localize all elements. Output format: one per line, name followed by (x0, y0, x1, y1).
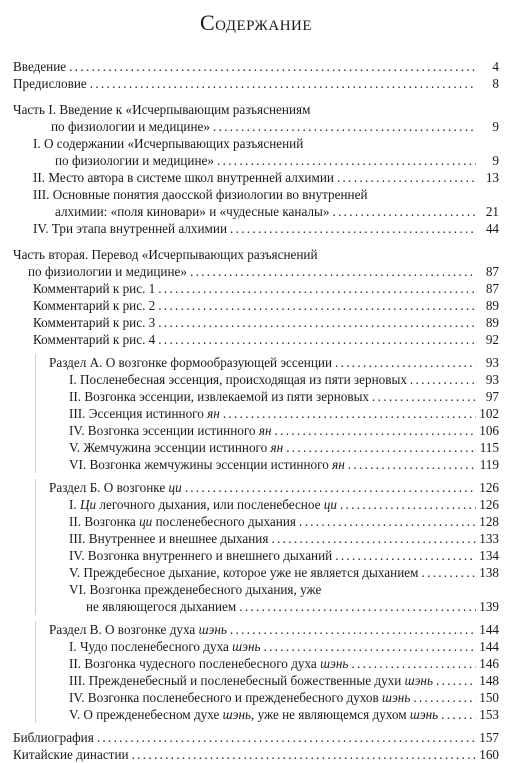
toc-entry-p1s2[interactable] (33, 169, 499, 186)
toc-entry-p1s3[interactable] (33, 186, 499, 220)
toc-entry-b2[interactable] (69, 513, 499, 530)
toc-entry-comm4[interactable] (33, 331, 499, 348)
toc-entry-term: Ци (80, 497, 97, 512)
toc-entry-text: Раздел Б. О возгонке (49, 480, 169, 495)
toc-page-number: 102 (479, 406, 499, 421)
toc-entry-text: VI. Возгонка прежденебесного дыхания, уже (69, 582, 322, 597)
toc-entry-text: Раздел А. О возгонке формообразующей эссенции (49, 355, 333, 370)
toc-page-number: 93 (485, 372, 499, 387)
toc-entry-term: шэнь (382, 690, 411, 705)
toc-entry-term: шэнь (198, 622, 227, 637)
toc-entry-text: Библиография (13, 730, 94, 745)
toc-entry-text-cont: по физиологии и медицине» (28, 264, 187, 279)
toc-entry-text: V. О прежденебесном духе (69, 707, 223, 722)
toc-page-number: 126 (479, 497, 499, 512)
toc-page-number: 87 (485, 264, 499, 279)
toc-entry-part1[interactable] (13, 101, 499, 135)
toc-entry-term: ци (168, 480, 182, 495)
toc-entry-a3[interactable] (69, 405, 499, 422)
toc-entry-v5[interactable] (69, 706, 499, 723)
toc-entry-text: I. (69, 497, 80, 512)
toc-page-number: 9 (492, 119, 499, 134)
toc-entry-term: ян (270, 440, 284, 455)
toc-entry-b1[interactable] (69, 496, 499, 513)
toc-entry-v4[interactable] (69, 689, 499, 706)
toc-page-number: 4 (492, 59, 499, 74)
toc-entry-text: II. Возгонка эссенции, извлекаемой из пяти зерновых (69, 389, 370, 404)
toc-page-number: 44 (485, 221, 499, 236)
toc-entry-text: II. Возгонка чудесного посленебесного духа (69, 656, 321, 671)
toc-page-number: 134 (479, 548, 499, 563)
toc-page-number: 150 (479, 690, 499, 705)
toc-entry-b3[interactable] (69, 530, 499, 547)
toc-entry-text: Комментарий к рис. 4 (33, 332, 156, 347)
toc-entry-section-a[interactable] (49, 354, 499, 371)
page-title: Содержание (199, 10, 313, 35)
toc-entry-text: IV. Три этапа внутренней алхимии (33, 221, 228, 236)
toc-entry-a4[interactable] (69, 422, 499, 439)
toc-entry-intro[interactable] (13, 58, 499, 75)
toc-entry-term: шэнь (404, 673, 433, 688)
toc-page-number: 106 (479, 423, 499, 438)
toc-entry-text-cont: алхимии: «поля киновари» и «чудесные каналы» (55, 204, 330, 219)
toc-entry-text: Введение (13, 59, 67, 74)
toc-entry-p1s4[interactable] (33, 220, 499, 237)
toc-page-number: 157 (479, 730, 499, 745)
toc-page-number: 128 (479, 514, 499, 529)
toc-entry-text: посленебесного дыхания (152, 514, 296, 529)
toc-page-number: 97 (485, 389, 499, 404)
toc-page-number: 93 (485, 355, 499, 370)
toc-entry-term: шэнь (409, 707, 439, 722)
toc-entry-part2[interactable] (13, 246, 499, 280)
toc-entry-text: II. Место автора в системе школ внутренней алхимии (33, 170, 334, 185)
toc-entry-a5[interactable] (69, 439, 499, 456)
toc-entry-a6[interactable] (69, 456, 499, 473)
toc-entry-v3[interactable] (69, 672, 499, 689)
toc-entry-comm2[interactable] (33, 297, 499, 314)
toc-entry-text: I. Чудо посленебесного духа (69, 639, 233, 654)
toc-entry-text: II. Возгонка (69, 514, 140, 529)
toc-entry-b5[interactable] (69, 564, 499, 581)
toc-page-number: 126 (479, 480, 499, 495)
toc-entry-text: Комментарий к рис. 3 (33, 315, 156, 330)
toc-page-number: 8 (492, 76, 499, 91)
toc-entry-text: I. Посленебесная эссенция, происходящая из пяти зерновых (69, 372, 407, 387)
toc-entry-text: Раздел В. О возгонке духа (49, 622, 199, 637)
toc-entry-bibliography[interactable] (13, 729, 499, 746)
toc-entry-text-cont: не являющегося дыханием (86, 599, 237, 614)
toc-entry-section-b[interactable] (49, 479, 499, 496)
toc-page-number: 119 (479, 457, 499, 472)
toc-page-number: 9 (492, 153, 499, 168)
toc-entry-text-cont: по физиологии и медицине» (51, 119, 210, 134)
toc-entry-term: ян (332, 457, 345, 472)
toc-entry-text: Комментарий к рис. 2 (33, 298, 156, 313)
toc-page-number: 153 (479, 707, 499, 722)
toc-entry-p1s1[interactable] (33, 135, 499, 169)
toc-page-number: 115 (479, 440, 499, 455)
toc-entry-term: ци (323, 497, 337, 512)
toc-entry-section-v[interactable] (49, 621, 499, 638)
toc-entry-text: IV. Возгонка внутреннего и внешнего дыханий (69, 548, 333, 563)
toc-entry-text: V. Жемчужина эссенции истинного (69, 440, 271, 455)
toc-entry-term: шэнь (222, 707, 251, 722)
toc-page-number: 87 (485, 281, 499, 296)
toc-entry-b6[interactable] (69, 581, 499, 615)
toc-page-number: 92 (485, 332, 499, 347)
toc-entry-comm1[interactable] (33, 280, 499, 297)
toc-entry-term: шэнь (320, 656, 349, 671)
toc-entry-text: Китайские династии (13, 747, 129, 762)
toc-entry-text: легочного дыхания, или посленебесное (96, 497, 324, 512)
toc-entry-a1[interactable] (69, 371, 499, 388)
toc-entry-text: I. О содержании «Исчерпывающих разъяснений (33, 136, 304, 151)
toc-entry-v1[interactable] (69, 638, 499, 655)
toc-entry-text: III. Основные понятия даосской физиологии во внутренней (33, 187, 368, 202)
toc-entry-text-cont: по физиологии и медицине» (55, 153, 214, 168)
toc-entry-a2[interactable] (69, 388, 499, 405)
toc-entry-text: Комментарий к рис. 1 (33, 281, 156, 296)
toc-entry-term: ян (258, 423, 272, 438)
toc-page-number: 13 (485, 170, 499, 185)
toc-entry-b4[interactable] (69, 547, 499, 564)
toc-page-number: 144 (479, 622, 499, 637)
toc-page-number: 146 (479, 656, 499, 671)
toc-entry-preface[interactable] (13, 75, 499, 92)
toc-page-number: 148 (479, 673, 499, 688)
toc-entry-text: V. Преждебесное дыхание, которое уже не является дыханием (69, 565, 419, 580)
toc-entry-text: Часть вторая. Перевод «Исчерпывающих разъяснений (13, 247, 318, 262)
toc-entry-text: , уже не являющемся духом (251, 707, 410, 722)
toc-entry-dynasties[interactable] (13, 746, 499, 763)
toc-entry-text: Предисловие (13, 76, 87, 91)
toc-entry-term: ян (207, 406, 220, 421)
toc-page-number: 89 (485, 298, 499, 313)
toc-entry-text: Часть I. Введение к «Исчерпывающим разъяснениям (13, 102, 311, 117)
toc-page-number: 133 (479, 531, 499, 546)
toc-list (13, 58, 499, 763)
toc-entry-text: III. Прежденебесный и посленебесный божественные духи (69, 673, 405, 688)
toc-page-number: 138 (479, 565, 499, 580)
toc-page-number: 89 (485, 315, 499, 330)
toc-entry-text: III. Эссенция истинного (69, 406, 208, 421)
toc-entry-text: IV. Возгонка эссенции истинного (69, 423, 259, 438)
toc-entry-term: шэнь (232, 639, 261, 654)
toc-page-number: 139 (479, 599, 499, 614)
toc-entry-comm3[interactable] (33, 314, 499, 331)
toc-page-number: 144 (479, 639, 499, 654)
toc-entry-text: VI. Возгонка жемчужины эссенции истинного (69, 457, 333, 472)
toc-entry-v2[interactable] (69, 655, 499, 672)
toc-entry-text: III. Внутреннее и внешнее дыхания (69, 531, 269, 546)
toc-page-number: 160 (479, 747, 499, 762)
toc-page-number: 21 (485, 204, 499, 219)
toc-entry-term: ци (139, 514, 153, 529)
toc-entry-text: IV. Возгонка посленебесного и прежденебесного духов (69, 690, 383, 705)
